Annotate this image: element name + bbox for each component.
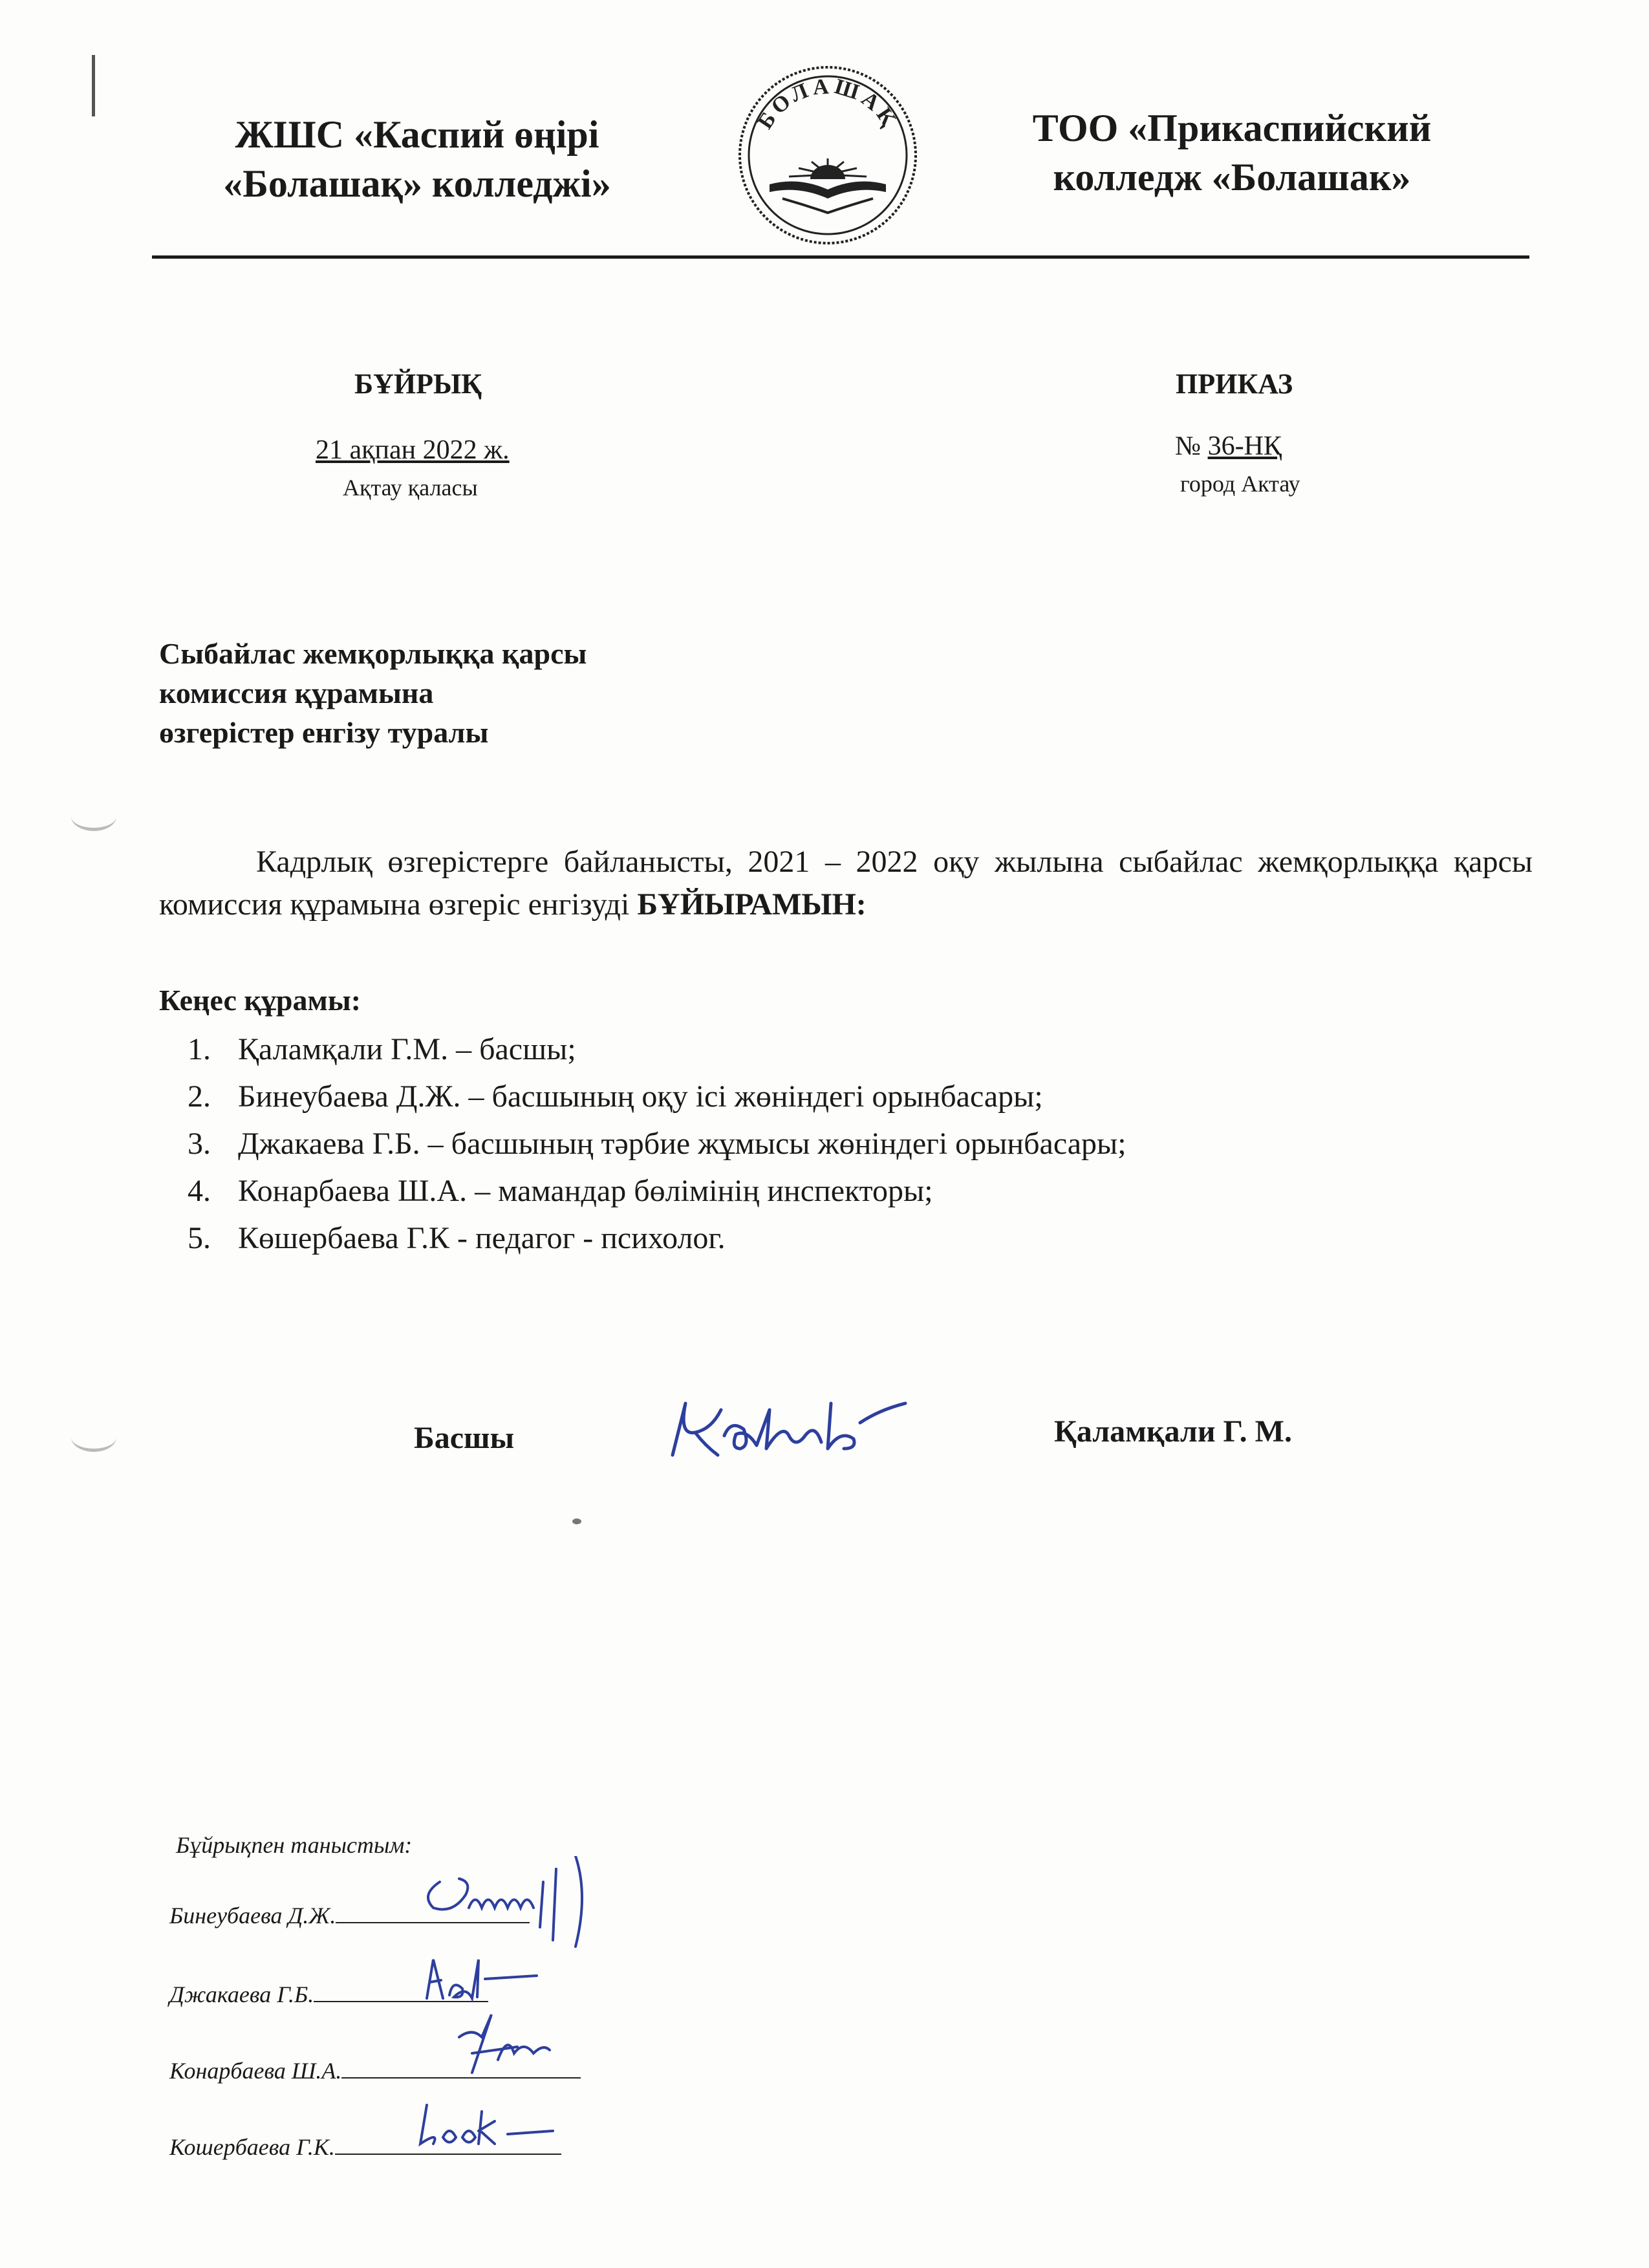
order-city-ru: город Актау bbox=[1180, 471, 1300, 497]
punch-hole-mark bbox=[71, 802, 116, 831]
council-members-list bbox=[188, 1026, 1481, 1262]
acknowledgement-signature bbox=[414, 2086, 569, 2160]
subject-line: Сыбайлас жемқорлыққа қарсы bbox=[159, 637, 587, 670]
acknowledgement-name: Бинеубаева Д.Ж. bbox=[169, 1903, 336, 1928]
list-item bbox=[188, 1120, 1481, 1167]
list-item-number: 1. bbox=[188, 1032, 211, 1066]
order-date bbox=[296, 435, 510, 466]
order-number bbox=[1175, 431, 1282, 462]
subject-line: өзгерістер енгізу туралы bbox=[159, 716, 489, 749]
header-right-line1: ТОО «Прикаспийский bbox=[1032, 107, 1432, 149]
header-right bbox=[989, 103, 1474, 202]
order-type-ru: ПРИКАЗ bbox=[1176, 368, 1293, 400]
acknowledgement-name: Джакаева Г.Б. bbox=[169, 1982, 314, 2007]
list-item-text: Қаламқали Г.М. – басшы; bbox=[238, 1032, 576, 1066]
handwritten-signature-icon bbox=[453, 2008, 569, 2079]
acknowledgement-name: Конарбаева Ш.А. bbox=[169, 2058, 342, 2084]
order-date-value: 21 ақпан 2022 ж. bbox=[316, 435, 510, 465]
order-number-prefix: № bbox=[1175, 431, 1208, 461]
order-subject bbox=[159, 634, 587, 752]
handwritten-signature-icon bbox=[414, 1856, 608, 1953]
body-text: Кадрлық өзгерістерге байланысты, 2021 – 2022 оқу жылына сыбайлас жемқорлыққа қарсы комиссия құрамына өзгеріс енгізуді bbox=[159, 845, 1533, 922]
open-book-sunrise-emblem-icon bbox=[734, 61, 921, 249]
list-item-text: Бинеубаева Д.Ж. – басшының оқу ісі жөніндегі орынбасары; bbox=[238, 1079, 1043, 1114]
body-emphasis: БҰЙЫРАМЫН: bbox=[637, 887, 867, 922]
header-divider bbox=[152, 255, 1529, 259]
acknowledgement-title: Бұйрықпен таныстым: bbox=[176, 1832, 413, 1858]
list-item bbox=[188, 1215, 1481, 1262]
header-left-line2: «Болашақ» колледжі» bbox=[223, 162, 611, 205]
acknowledgement-name: Кошербаева Г.К. bbox=[169, 2134, 335, 2160]
order-body bbox=[159, 841, 1533, 926]
signature-name: Қаламқали Г. М. bbox=[1054, 1414, 1292, 1449]
list-item-number: 2. bbox=[188, 1079, 211, 1114]
list-item-text: Көшербаева Г.К - педагог - психолог. bbox=[238, 1221, 726, 1255]
binder-mark bbox=[92, 55, 95, 116]
list-item bbox=[188, 1073, 1481, 1120]
order-type-kz: БҰЙРЫҚ bbox=[354, 368, 482, 400]
scan-speck bbox=[572, 1518, 581, 1524]
header-left bbox=[213, 110, 621, 208]
acknowledgement-signature bbox=[453, 2008, 569, 2082]
director-signature bbox=[660, 1384, 931, 1478]
list-item-number: 3. bbox=[188, 1127, 211, 1161]
punch-hole-mark bbox=[71, 1423, 116, 1452]
list-item-text: Джакаева Г.Б. – басшының тәрбие жұмысы жөніндегі орынбасары; bbox=[238, 1127, 1126, 1161]
handwritten-signature-icon bbox=[660, 1384, 931, 1474]
order-city-kz: Ақтау қаласы bbox=[343, 475, 478, 501]
signature-role: Басшы bbox=[414, 1421, 515, 1455]
list-item-text: Конарбаева Ш.А. – мамандар бөлімінің инспекторы; bbox=[238, 1174, 933, 1208]
header-left-line1: ЖШС «Каспий өңірі bbox=[235, 113, 599, 156]
list-item-number: 4. bbox=[188, 1174, 211, 1208]
list-item bbox=[188, 1167, 1481, 1215]
header-right-line2: колледж «Болашак» bbox=[1053, 156, 1411, 199]
handwritten-signature-icon bbox=[414, 1940, 556, 2011]
list-item bbox=[188, 1026, 1481, 1073]
list-item-number: 5. bbox=[188, 1221, 211, 1255]
order-number-value: 36-НҚ bbox=[1207, 431, 1282, 461]
handwritten-signature-icon bbox=[414, 2086, 569, 2157]
acknowledgement-signature bbox=[414, 1940, 556, 2014]
college-logo bbox=[734, 61, 921, 249]
subject-line: комиссия құрамына bbox=[159, 676, 434, 709]
council-title: Кеңес құрамы: bbox=[159, 984, 361, 1017]
logo-text: БОЛАШАҚ bbox=[753, 74, 903, 134]
